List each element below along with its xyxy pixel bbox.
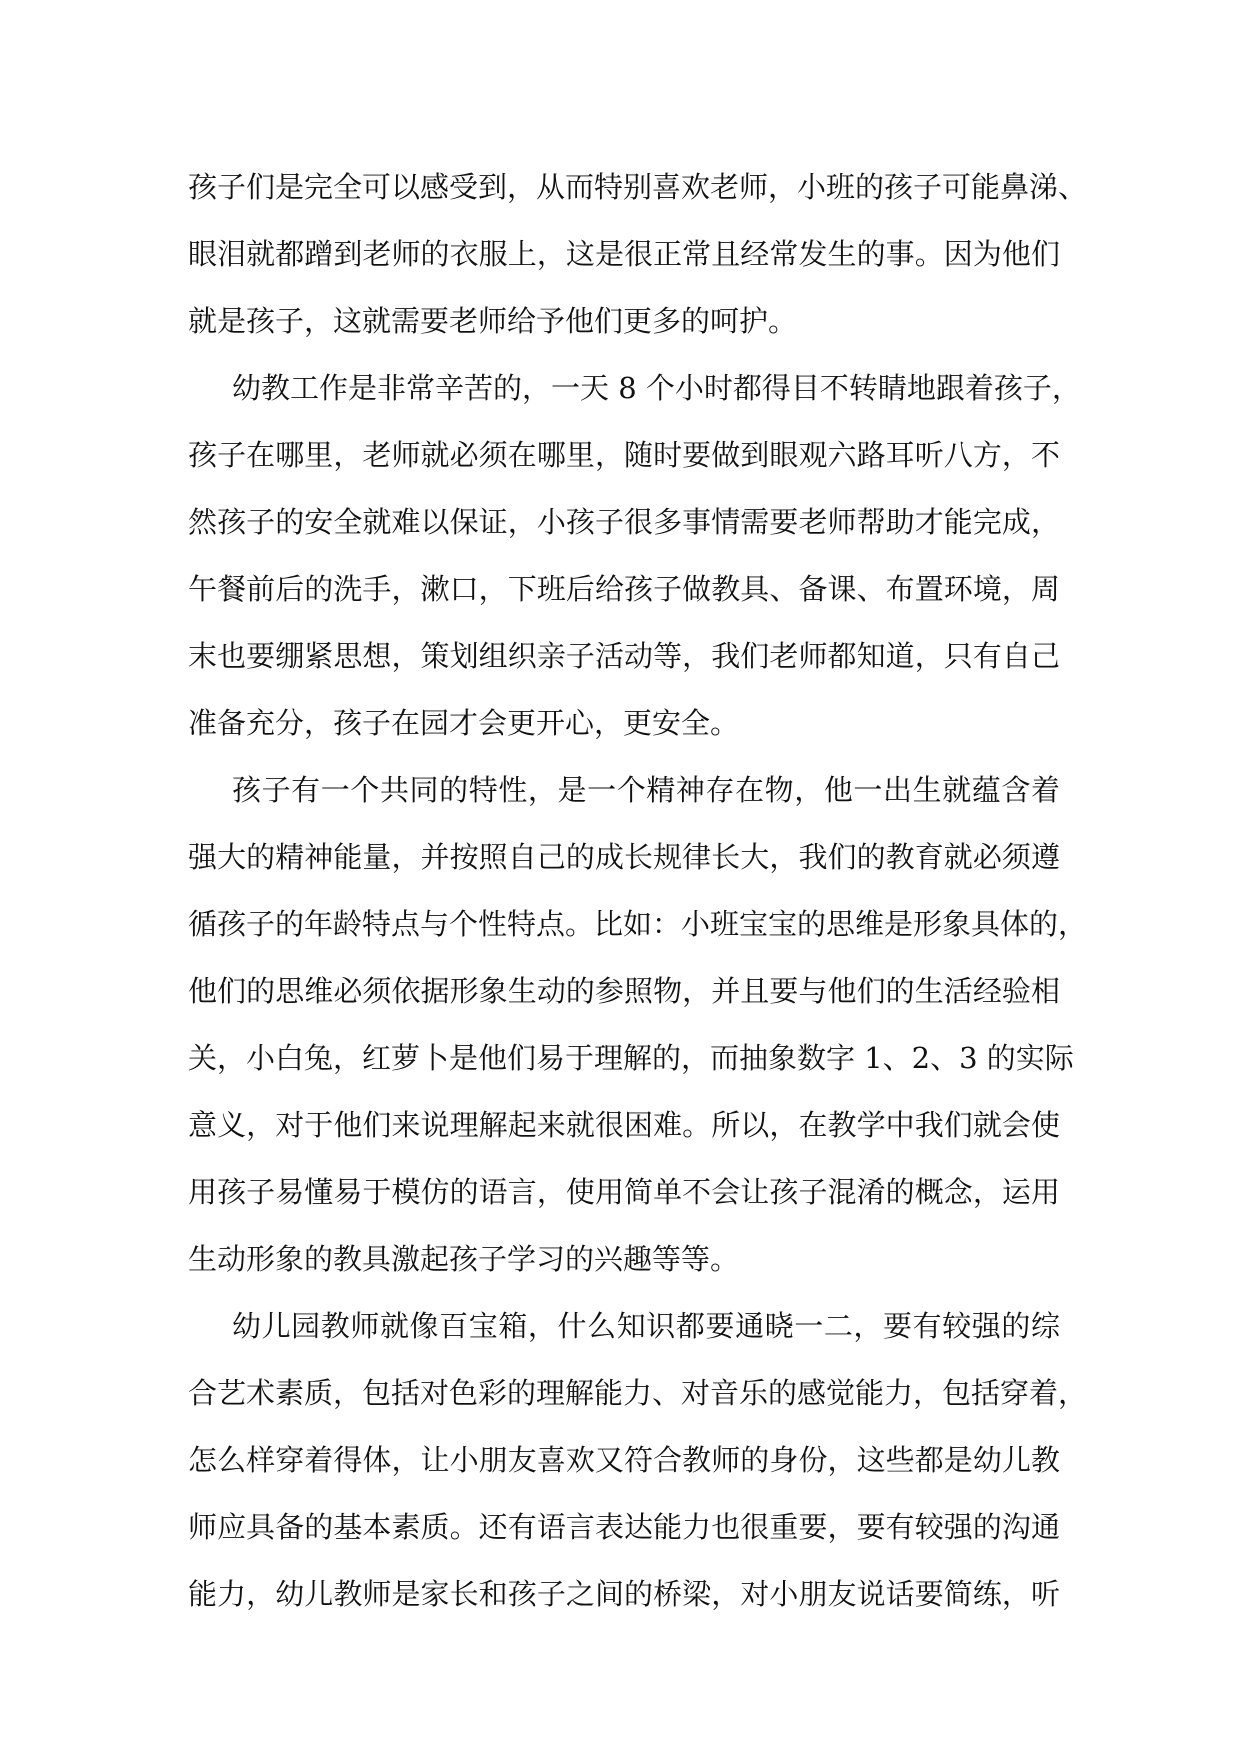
text-line: 他们的思维必须依据形象生动的参照物，并且要与他们的生活经验相 <box>188 974 1060 1008</box>
text-line: 意义，对于他们来说理解起来就很困难。所以，在教学中我们就会使 <box>188 1108 1060 1142</box>
text-line: 准备充分，孩子在园才会更开心，更安全。 <box>188 706 740 740</box>
text-line: 循孩子的年龄特点与个性特点。比如：小班宝宝的思维是形象具体的， <box>188 907 1088 941</box>
text-line: 午餐前后的洗手，漱口，下班后给孩子做教具、备课、布置环境，周 <box>188 572 1060 606</box>
text-line: 生动形象的教具激起孩子学习的兴趣等等。 <box>188 1242 740 1276</box>
text-line: 强大的精神能量，并按照自己的成长规律长大，我们的教育就必须遵 <box>188 840 1060 874</box>
text-line: 师应具备的基本素质。还有语言表达能力也很重要，要有较强的沟通 <box>188 1510 1060 1544</box>
text-line: 怎么样穿着得体，让小朋友喜欢又符合教师的身份，这些都是幼儿教 <box>188 1443 1060 1477</box>
text-line: 能力，幼儿教师是家长和孩子之间的桥梁，对小朋友说话要简练，听 <box>188 1577 1060 1611</box>
text-line: 用孩子易懂易于模仿的语言，使用简单不会让孩子混淆的概念，运用 <box>188 1175 1060 1209</box>
text-line: 关，小白兔，红萝卜是他们易于理解的，而抽象数字 1、2、3 的实际 <box>188 1041 1074 1075</box>
text-line: 眼泪就都蹭到老师的衣服上，这是很正常且经常发生的事。因为他们 <box>188 237 1060 271</box>
text-line: 就是孩子，这就需要老师给予他们更多的呵护。 <box>188 304 798 338</box>
text-line: 合艺术素质，包括对色彩的理解能力、对音乐的感觉能力，包括穿着， <box>188 1376 1088 1410</box>
text-line: 幼教工作是非常辛苦的，一天 8 个小时都得目不转睛地跟着孩子， <box>232 371 1081 405</box>
text-line: 然孩子的安全就难以保证，小孩子很多事情需要老师帮助才能完成， <box>188 505 1060 539</box>
text-line: 孩子们是完全可以感受到，从而特别喜欢老师，小班的孩子可能鼻涕、 <box>188 170 1088 204</box>
body-text <box>188 154 1088 1628</box>
text-line: 幼儿园教师就像百宝箱，什么知识都要通晓一二，要有较强的综 <box>232 1309 1060 1343</box>
text-line: 孩子有一个共同的特性，是一个精神存在物，他一出生就蕴含着 <box>232 773 1060 807</box>
text-line: 孩子在哪里，老师就必须在哪里，随时要做到眼观六路耳听八方，不 <box>188 438 1060 472</box>
text-line: 末也要绷紧思想，策划组织亲子活动等，我们老师都知道，只有自己 <box>188 639 1060 673</box>
